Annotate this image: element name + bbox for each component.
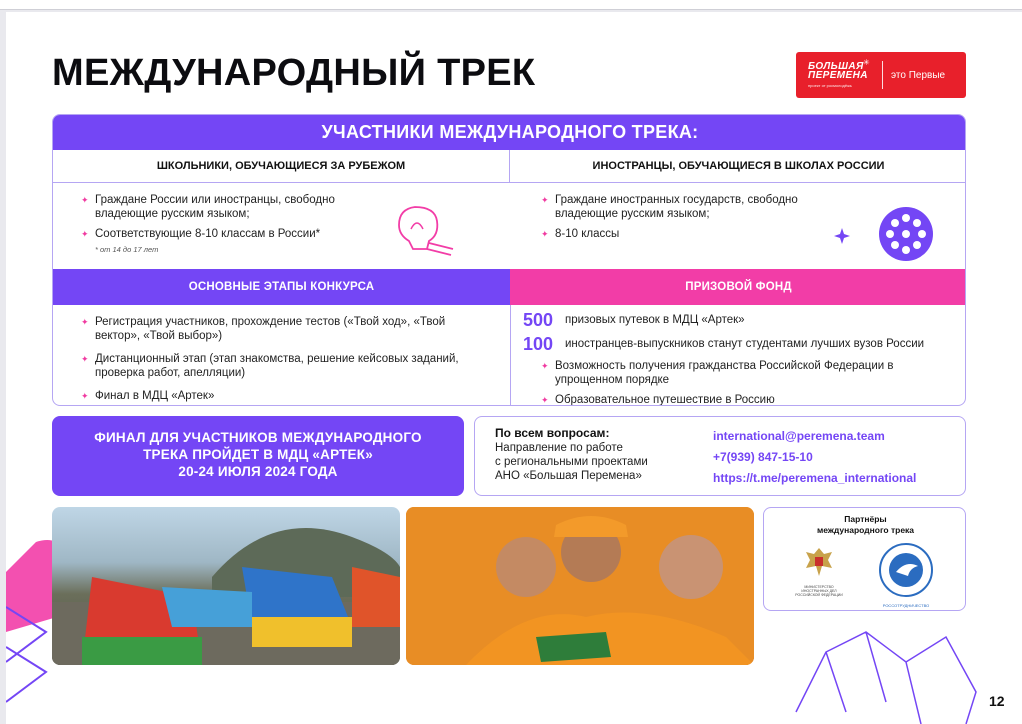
mfa-caption: МИНИСТЕРСТВО ИНОСТРАННЫХ ДЕЛ РОССИЙСКОЙ ФЕДЕРАЦИИ bbox=[795, 585, 843, 597]
contacts-box bbox=[474, 416, 966, 496]
participants-header: УЧАСТНИКИ МЕЖДУНАРОДНОГО ТРЕКА: bbox=[53, 115, 966, 150]
partners-title-1: Партнёры bbox=[844, 514, 887, 524]
prize-number: 500 bbox=[523, 310, 554, 330]
top-edge bbox=[0, 0, 1022, 10]
contacts-org bbox=[495, 426, 648, 483]
foreign-students-list bbox=[541, 193, 841, 247]
stages-title: ОСНОВНЫЕ ЭТАПЫ КОНКУРСА bbox=[53, 269, 510, 305]
partners-box bbox=[763, 507, 966, 611]
foreign-students-title: ИНОСТРАНЦЫ, ОБУЧАЮЩИЕСЯ В ШКОЛАХ РОССИИ bbox=[510, 150, 966, 183]
dove-globe-icon bbox=[878, 542, 934, 598]
prize-title: ПРИЗОВОЙ ФОНД bbox=[510, 269, 966, 305]
rossotrudnichestvo-name: РОССОТРУДНИЧЕСТВО bbox=[882, 603, 930, 608]
page-number: 12 bbox=[989, 693, 1005, 709]
contacts-line-1: Направление по работе bbox=[495, 442, 623, 454]
photo-scene-1 bbox=[52, 507, 400, 665]
list-item: ✦ Образовательное путешествие в Россию bbox=[541, 393, 953, 406]
list-item: ✦ 8-10 классы bbox=[541, 227, 841, 241]
prize-row bbox=[523, 311, 953, 329]
prize-number: 100 bbox=[523, 334, 554, 354]
photo-artek-flags bbox=[52, 507, 400, 665]
email-link[interactable]: international@peremena.team bbox=[713, 429, 885, 443]
prize-text: призовых путевок в МДЦ «Артек» bbox=[565, 314, 745, 326]
phone-link[interactable]: +7(939) 847-15-10 bbox=[713, 450, 813, 464]
list-item: ✦ Возможность получения гражданства Российской Федерации в упрощенном порядке bbox=[541, 359, 953, 387]
photo-teens bbox=[406, 507, 754, 665]
list-item: ✦ Финал в МДЦ «Артек» bbox=[81, 389, 481, 403]
decor-map-outline bbox=[796, 632, 976, 724]
double-eagle-icon bbox=[804, 546, 834, 578]
bolshaya-peremena-logo bbox=[796, 52, 966, 98]
abroad-students-title: ШКОЛЬНИКИ, ОБУЧАЮЩИЕСЯ ЗА РУБЕЖОМ bbox=[53, 150, 510, 183]
final-line-3: 20-24 ИЮЛЯ 2024 ГОДА bbox=[178, 464, 338, 479]
list-item: ✦ Регистрация участников, прохождение тестов («Твой ход», «Твой вектор», «Твой выбор») bbox=[81, 315, 481, 343]
list-item: ✦ Граждане России или иностранцы, свободно владеющие русским языком; bbox=[81, 193, 361, 221]
sparkle-icon bbox=[833, 227, 851, 245]
logo-line-2: ПЕРЕМЕНА bbox=[808, 70, 868, 81]
prize-extra-list bbox=[523, 359, 953, 406]
list-item: ✦ Дистанционный этап (этап знакомства, решение кейсовых заданий, проверка работ, апелляции) bbox=[81, 352, 481, 380]
logo-sub: проект от росмолодёжь bbox=[808, 83, 852, 88]
list-item: ✦ Соответствующие 8-10 классам в России* bbox=[81, 227, 361, 241]
final-line-1: ФИНАЛ ДЛЯ УЧАСТНИКОВ МЕЖДУНАРОДНОГО bbox=[94, 430, 422, 445]
prize-list bbox=[523, 311, 953, 406]
partners-title-2: международного трека bbox=[816, 525, 915, 535]
prize-text: иностранцев-выпускников станут студентами лучших вузов России bbox=[565, 338, 925, 350]
contacts-links bbox=[713, 426, 916, 489]
contacts-title: По всем вопросам: bbox=[495, 426, 610, 440]
mfa-logo bbox=[794, 546, 844, 597]
partners-title bbox=[764, 514, 967, 536]
contacts-line-2: с региональными проектами bbox=[495, 456, 648, 468]
telegram-link[interactable]: https://t.me/peremena_international bbox=[713, 471, 917, 485]
logo-star-icon: ✳ bbox=[863, 58, 870, 67]
photo-scene-2 bbox=[406, 507, 754, 665]
logo-separator bbox=[882, 61, 883, 89]
lightbulb-icon bbox=[393, 199, 463, 259]
list-item: ✦ Граждане иностранных государств, свободно владеющие русским языком; bbox=[541, 193, 841, 221]
contacts-line-3: АНО «Большая Перемена» bbox=[495, 470, 642, 482]
rossotrudnichestvo-logo bbox=[878, 542, 934, 608]
logo-tagline: это Первые bbox=[891, 69, 946, 81]
stages-list bbox=[81, 315, 481, 406]
page-title: МЕЖДУНАРОДНЫЙ ТРЕК bbox=[52, 52, 536, 94]
abroad-students-list bbox=[81, 193, 361, 247]
final-announcement bbox=[52, 416, 464, 496]
participants-panel bbox=[52, 114, 966, 406]
column-divider bbox=[510, 305, 511, 406]
logo-line-1: БОЛЬШАЯ bbox=[808, 61, 864, 72]
prize-row bbox=[523, 335, 953, 353]
age-footnote: * от 14 до 17 лет bbox=[95, 245, 159, 254]
final-line-2: ТРЕКА ПРОЙДЕТ В МДЦ «АРТЕК» bbox=[143, 447, 373, 462]
flower-badge-icon bbox=[875, 203, 937, 265]
